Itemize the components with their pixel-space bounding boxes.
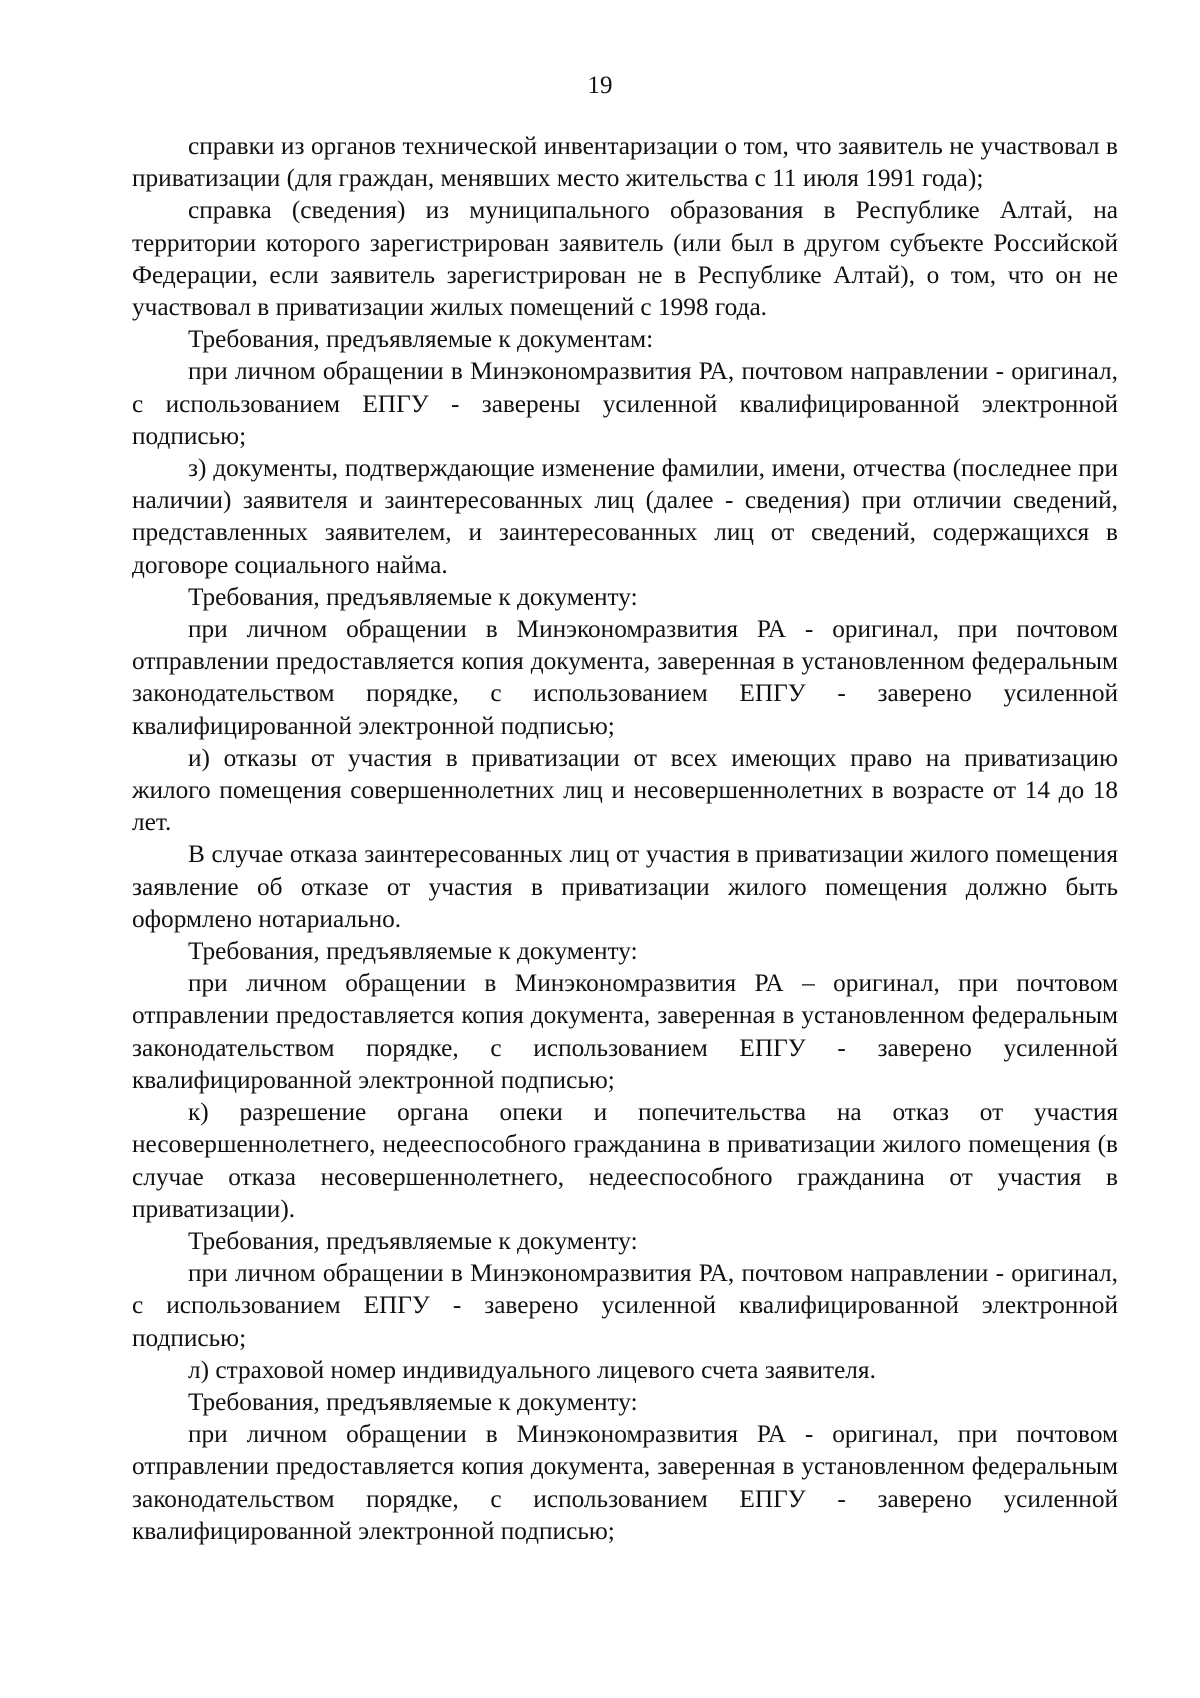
paragraph-municipal-certificate: справка (сведения) из муниципального образования в Республике Алтай, на территории которого зарегистрирован заявитель (или был в другом субъекте Российской Федерации, если заявитель зарегистрирован не в Республике Алтай), о том, что он не участвовал в приватизации жилых помещений с 1998 года.: [132, 196, 1118, 322]
document-body: [132, 130, 1118, 1547]
paragraph-requirements-text: при личном обращении в Минэкономразвития РА – оригинал, при почтовом отправлении предоставляется копия документа, заверенная в установленном федеральным законодательством порядке, с использованием ЕПГУ - заверено усиленной квалифицированной электронной подписью;: [132, 969, 1118, 1094]
paragraph-requirements-text: при личном обращении в Минэкономразвития РА, почтовом направлении - оригинал, с использованием ЕПГУ - заверено усиленной квалифицированной электронной подписью;: [132, 1259, 1118, 1352]
paragraph-requirements-heading: Требования, предъявляемые к документу:: [188, 1226, 638, 1255]
paragraph-requirements-heading: Требования, предъявляемые к документу:: [188, 1387, 638, 1416]
paragraph-requirements-text: при личном обращении в Минэкономразвития РА - оригинал, при почтовом отправлении предоставляется копия документа, заверенная в установленном федеральным законодательством порядке, с использованием ЕПГУ - заверено усиленной квалифицированной электронной подписью;: [132, 615, 1118, 740]
paragraph-item-i: и) отказы от участия в приватизации от всех имеющих право на приватизацию жилого помещения совершеннолетних лиц и несовершеннолетних в возрасте от 14 до 18 лет.: [132, 743, 1118, 837]
paragraph-item-l: л) страховой номер индивидуального лицевого счета заявителя.: [188, 1355, 876, 1384]
paragraph-requirements-heading: Требования, предъявляемые к документу:: [188, 582, 638, 611]
paragraph-item-k: к) разрешение органа опеки и попечительства на отказ от участия несовершеннолетнего, недееспособного гражданина в приватизации жилого помещения (в случае отказа несовершеннолетнего, недееспособного гражданина от участия в приватизации).: [132, 1098, 1118, 1223]
paragraph-item-z: з) документы, подтверждающие изменение фамилии, имени, отчества (последнее при наличии) заявителя и заинтересованных лиц (далее - сведения) при отличии сведений, представленных заявителем, и заинтересованных лиц от сведений, содержащихся в договоре социального найма.: [132, 454, 1118, 579]
page-number: 19: [587, 72, 613, 99]
paragraph-notarial-note: В случае отказа заинтересованных лиц от участия в приватизации жилого помещения заявление об отказе от участия в приватизации жилого помещения должно быть оформлено нотариально.: [132, 840, 1118, 933]
paragraph-requirements-text: при личном обращении в Минэкономразвития РА, почтовом направлении - оригинал, с использованием ЕПГУ - заверены усиленной квалифицированной электронной подписью;: [132, 357, 1118, 450]
paragraph-inventory-certificate: справки из органов технической инвентаризации о том, что заявитель не участвовал в приватизации (для граждан, менявших место жительства с 11 июля 1991 года);: [132, 132, 1118, 193]
paragraph-requirements-heading: Требования, предъявляемые к документам:: [188, 325, 654, 354]
paragraph-requirements-text: при личном обращении в Минэкономразвития РА - оригинал, при почтовом отправлении предоставляется копия документа, заверенная в установленном федеральным законодательством порядке, с использованием ЕПГУ - заверено усиленной квалифицированной электронной подписью;: [132, 1420, 1118, 1545]
paragraph-requirements-heading: Требования, предъявляемые к документу:: [188, 937, 638, 966]
